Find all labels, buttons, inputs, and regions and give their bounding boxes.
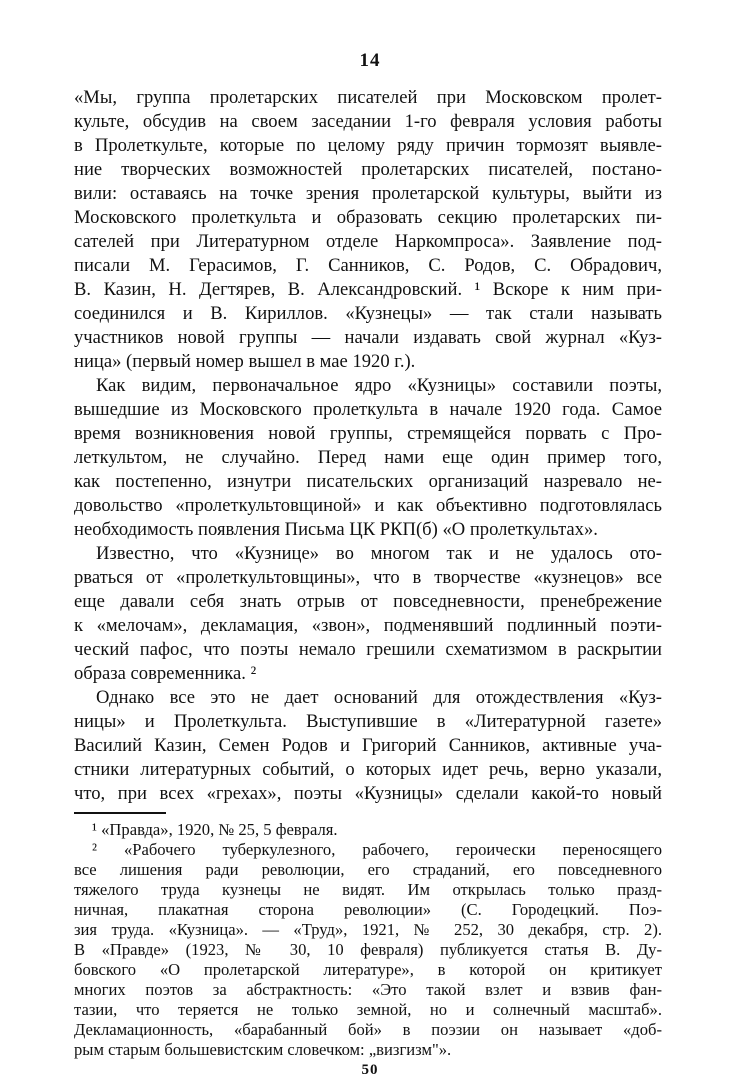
- footnote-line: тяжелого труда кузнецы не видят. Им открылась только празд-: [74, 880, 662, 899]
- footnote-line: бовского «О пролетарской литературе», в которой он критикует: [74, 960, 662, 979]
- body-line: вышедшие из Московского пролеткульта в начале 1920 года. Самое: [74, 399, 662, 420]
- body-line: соединился и В. Кириллов. «Кузнецы» — так стали называть: [74, 303, 662, 324]
- body-line: писали М. Герасимов, Г. Санников, С. Родов, С. Обрадович,: [74, 255, 662, 276]
- body-line: участников новой группы — начали издавать свой журнал «Куз-: [74, 327, 662, 348]
- body-line: ческий пафос, что поэты немало грешили схематизмом в раскрытии: [74, 639, 662, 660]
- body-line: в Пролеткульте, которые по целому ряду причин тормозят выявле-: [74, 135, 662, 156]
- body-line: ница» (первый номер вышел в мае 1920 г.).: [74, 351, 416, 372]
- body-line: «Мы, группа пролетарских писателей при Московском пролет-: [74, 87, 662, 108]
- body-line: довольство «пролеткультовщиной» и как объективно подготовлялась: [74, 495, 662, 516]
- footnote-line: многих поэтов за абстрактность: «Это такой взлет и взвив фан-: [74, 980, 662, 999]
- body-line: как постепенно, изнутри писательских организаций назревало не-: [74, 471, 662, 492]
- footnote-line: рым старым большевистским словечком: „визгизм"».: [74, 1040, 452, 1059]
- body-line: время возникновения новой группы, стремящейся порвать с Про-: [74, 423, 662, 444]
- body-line: Московского пролеткульта и образовать секцию пролетарских пи-: [74, 207, 662, 228]
- footnote-divider: [74, 812, 166, 814]
- running-page-number: 14: [359, 50, 381, 71]
- body-line: ние творческих возможностей пролетарских писателей, постано-: [74, 159, 662, 180]
- footnote-line: ² «Рабочего туберкулезного, рабочего, героически переносящего: [92, 840, 662, 859]
- book-page-number: 50: [361, 1062, 379, 1078]
- body-line: к «мелочам», декламация, «звон», подменявший подлинный поэти-: [74, 615, 662, 636]
- body-line: вили: оставаясь на точке зрения пролетарской культуры, выйти из: [74, 183, 662, 204]
- footnote-line: Декламационность, «барабанный бой» в поэзии он называет «доб-: [74, 1020, 662, 1039]
- body-line: леткультом, не случайно. Перед нами еще один пример того,: [74, 447, 662, 468]
- body-line: Василий Казин, Семен Родов и Григорий Санников, активные уча-: [74, 735, 662, 756]
- footnote-line: В «Правде» (1923, № 30, 10 февраля) публикуется статья В. Ду-: [74, 940, 662, 959]
- body-line: еще давали себя знать отрыв от повседневности, пренебрежение: [74, 591, 662, 612]
- body-line: Однако все это не дает оснований для отождествления «Куз-: [96, 687, 662, 708]
- body-line: ницы» и Пролеткульта. Выступившие в «Литературной газете»: [74, 711, 662, 732]
- body-line: культе, обсудив на своем заседании 1-го февраля условия работы: [74, 111, 662, 132]
- footnote-line: ничная, плакатная сторона революции» (С. Городецкий. Поэ-: [74, 900, 662, 919]
- footnote-line: ¹ «Правда», 1920, № 25, 5 февраля.: [92, 820, 338, 839]
- body-line: сателей при Литературном отделе Наркомпроса». Заявление под-: [74, 231, 662, 252]
- body-line: Известно, что «Кузнице» во многом так и не удалось ото-: [96, 543, 662, 564]
- body-line: необходимость появления Письма ЦК РКП(б) «О пролеткультах».: [74, 519, 598, 540]
- body-line: что, при всех «грехах», поэты «Кузницы» сделали какой-то новый: [74, 783, 662, 804]
- footnote-line: тазии, что теряется не только земной, но и солнечный масштаб».: [74, 1000, 662, 1019]
- body-line: стники литературных событий, о которых идет речь, верно указали,: [74, 759, 662, 780]
- body-line: рваться от «пролеткультовщины», что в творчестве «кузнецов» все: [74, 567, 662, 588]
- body-line: образа современника. ²: [74, 663, 257, 684]
- body-line: Как видим, первоначальное ядро «Кузницы» составили поэты,: [96, 375, 662, 396]
- footnote-line: зия труда. «Кузница». — «Труд», 1921, № 252, 30 декабря, стр. 2).: [74, 920, 662, 939]
- body-line: В. Казин, Н. Дегтярев, В. Александровский. ¹ Вскоре к ним при-: [74, 279, 662, 300]
- footnote-line: все лишения ради революции, его страданий, его повседневного: [74, 860, 662, 879]
